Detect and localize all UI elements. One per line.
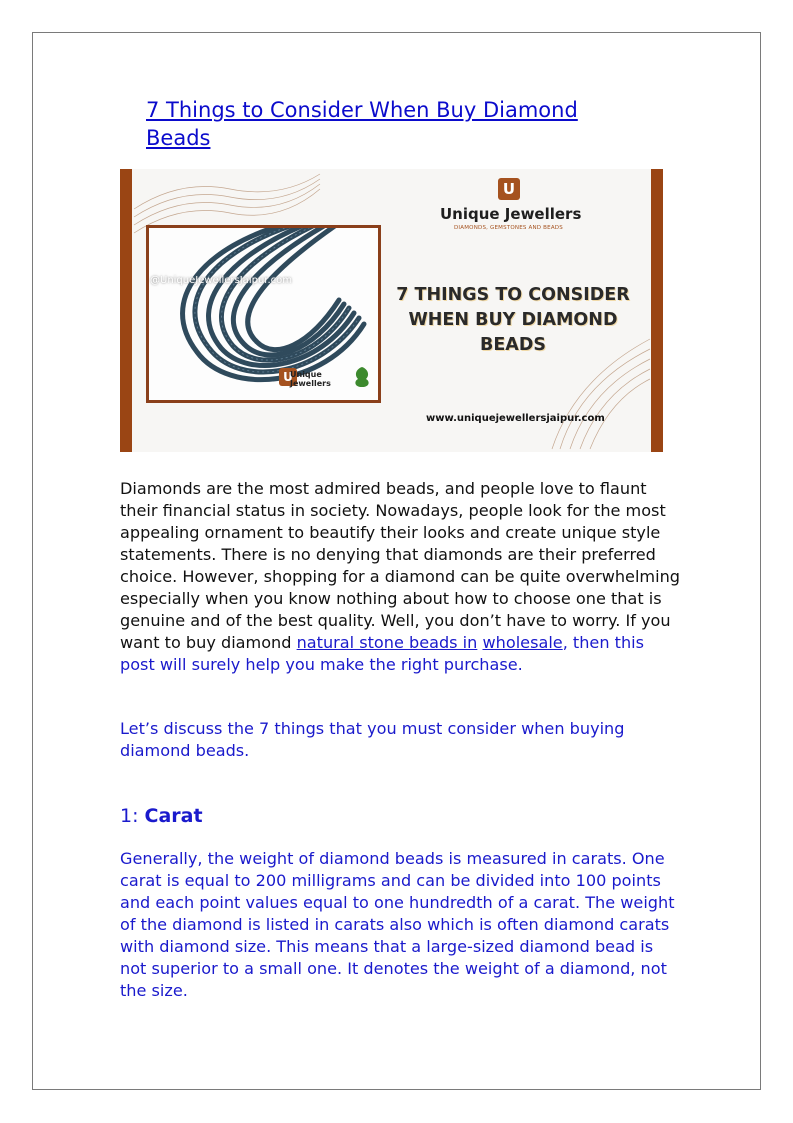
carat-paragraph: Generally, the weight of diamond beads is measured in carats. One carat is equal to 200 milligrams and can be divided into 100 points and each point values equal to one hundredth of a carat. The weight of the diamond is listed in carats also which is often diamond carats with diamond size. This means that a large-sized diamond bead is not superior to a small one. It denotes the weight of a diamond, not the size. [120,849,675,1000]
section-heading-carat [120,803,203,829]
headline-line-2: WHEN BUY DIAMOND [408,310,618,330]
ganesha-icon [352,365,372,389]
banner-url: www.uniquejewellersjaipur.com [426,413,605,424]
bead-strands-icon [149,228,378,400]
discussion-paragraph: Let’s discuss the 7 things that you must consider when buying diamond beads. [120,719,625,760]
banner-headline [378,283,648,358]
banner-image [120,169,663,452]
brand-name: Unique Jewellers [440,205,582,223]
section-title: Carat [144,805,203,827]
mini-brand-line-1: Unique [290,370,322,379]
mini-brand-line-2: Jewellers [290,379,331,388]
diamond-beads-photo [146,225,381,403]
photo-watermark: @UniqueJewellersJaipur.com [150,275,293,286]
headline-line-1: 7 THINGS TO CONSIDER [396,285,630,305]
intro-tail-text: , then this post will surely help you make the right purchase. [120,633,645,674]
natural-stone-beads-link[interactable]: natural stone beads in [296,633,478,652]
photo-mini-brand [290,370,331,388]
page-title[interactable]: 7 Things to Consider When Buy Diamond Beads [146,98,578,150]
intro-paragraph [120,478,680,676]
photo-logo-icon: U [279,368,297,386]
headline-line-3: BEADS [480,335,546,355]
intro-text: Diamonds are the most admired beads, and people love to flaunt their financial status in society. Nowadays, people look for the most appealing ornament to beautify their looks and create unique style statements. There is no denying that diamonds are their preferred choice. However, shopping for a diamond can be quite overwhelming especially when you know nothing about how to choose one that is genuine and of the best quality. Well, you don’t have to worry. If you want to buy diamond [120,479,680,652]
section-number: 1: [120,805,145,827]
brand-logo-icon: U [498,178,520,200]
brand-tagline: DIAMONDS, GEMSTONES AND BEADS [454,225,563,231]
wholesale-link[interactable]: wholesale [482,633,563,652]
